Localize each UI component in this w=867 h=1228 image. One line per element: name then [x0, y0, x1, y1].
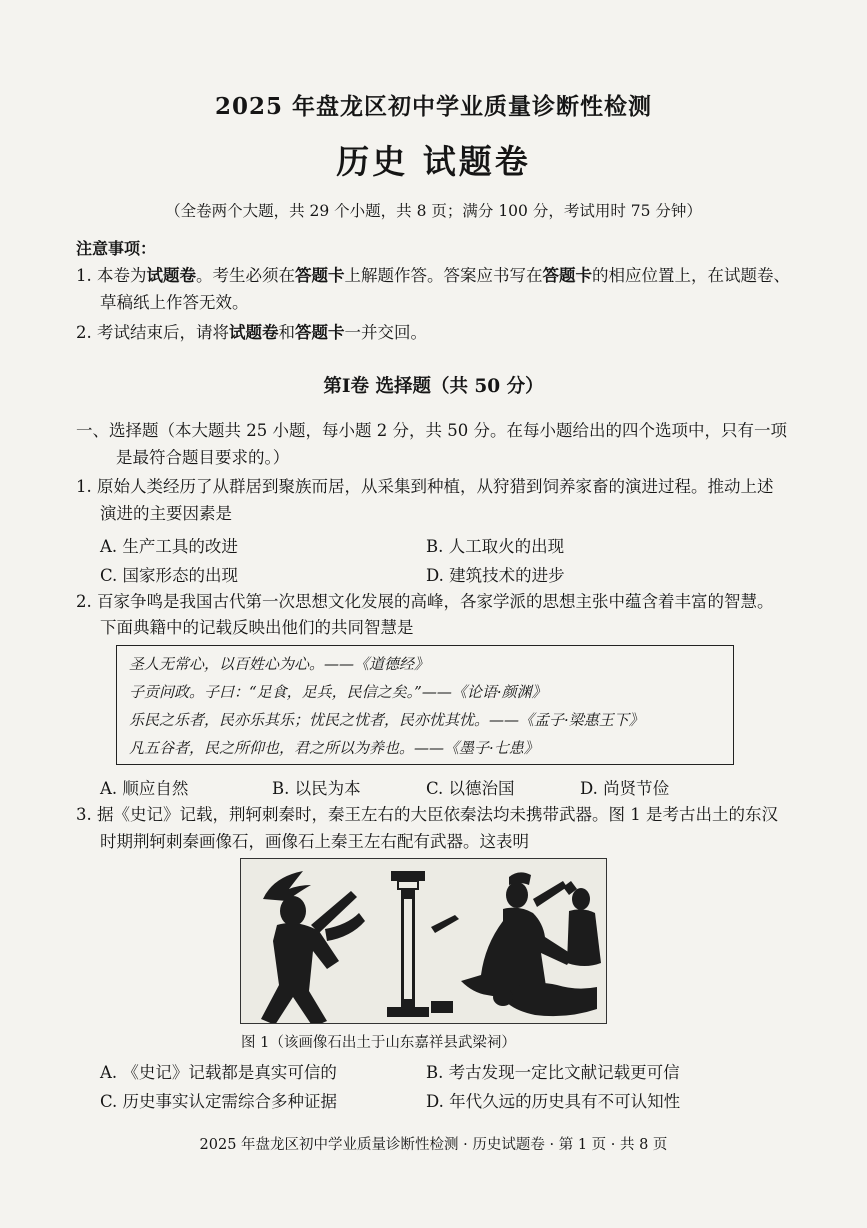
q2-option-a: A. 顺应自然 [100, 779, 189, 798]
notice-text: 的相应位置上，在试题卷、 [592, 266, 790, 285]
question-2-stem-cont: 下面典籍中的记载反映出他们的共同智慧是 [100, 618, 414, 637]
q3-option-d: D. 年代久远的历史具有不可认知性 [426, 1092, 681, 1111]
notice-text: 上解题作答。答案应书写在 [344, 266, 543, 285]
exam-info: （全卷两个大题，共 29 个小题，共 8 页；满分 100 分，考试用时 75 分钟） [165, 202, 702, 220]
question-1-stem: 1. 原始人类经历了从群居到聚族而居，从采集到种植，从狩猎到饲养家畜的演进过程。推动上述 [76, 477, 774, 496]
notice-item-1-cont: 草稿纸上作答无效。 [100, 293, 249, 312]
notice-emphasis: 答题卡 [295, 266, 345, 285]
q3-option-c: C. 历史事实认定需综合多种证据 [100, 1092, 338, 1111]
q1-option-a: A. 生产工具的改进 [100, 537, 238, 556]
q3-option-b: B. 考古发现一定比文献记载更可信 [426, 1063, 680, 1082]
figure-caption: 图 1（该画像石出土于山东嘉祥县武梁祠） [241, 1035, 516, 1051]
notice-text: 1. 本卷为 [76, 266, 147, 285]
question-2-stem: 2. 百家争鸣是我国古代第一次思想文化发展的高峰，各家学派的思想主张中蕴含着丰富的智慧。 [76, 592, 774, 611]
page-footer: 2025 年盘龙区初中学业质量诊断性检测 · 历史试题卷 · 第 1 页 · 共 8 页 [199, 1137, 668, 1153]
notice-emphasis: 试题卷 [229, 323, 279, 342]
notice-emphasis: 答题卡 [295, 323, 345, 342]
notice-text: 和 [278, 323, 295, 342]
q3-option-a: A. 《史记》记载都是真实可信的 [100, 1063, 337, 1082]
q2-option-d: D. 尚贤节俭 [580, 779, 670, 798]
quote-line: 乐民之乐者，民亦乐其乐；忧民之忧者，民亦忧其忧。——《孟子·梁惠王下》 [129, 711, 644, 729]
q1-option-b: B. 人工取火的出现 [426, 537, 565, 556]
section-title: 第Ⅰ卷 选择题（共 50 分） [323, 376, 544, 397]
exam-title: 2025 年盘龙区初中学业质量诊断性检测 [214, 93, 653, 120]
quote-line: 子贡问政。子曰：“足食，足兵，民信之矣。”——《论语·颜渊》 [129, 683, 547, 701]
notice-text: 一并交回。 [344, 323, 427, 342]
q2-option-b: B. 以民为本 [272, 779, 361, 798]
question-3-stem: 3. 据《史记》记载，荆轲刺秦时，秦王左右的大臣依秦法均未携带武器。图 1 是考古出土的东汉 [76, 805, 778, 824]
quote-line: 凡五谷者，民之所仰也，君之所以为养也。——《墨子·七患》 [129, 739, 539, 757]
notice-text: 2. 考试结束后，请将 [76, 323, 229, 342]
q1-option-c: C. 国家形态的出现 [100, 566, 239, 585]
relief-illustration [241, 859, 607, 1024]
quote-box [116, 645, 734, 765]
paper-subtitle: 历史 试题卷 [336, 142, 531, 181]
stone-relief-image [240, 858, 607, 1024]
notice-item-2 [76, 323, 427, 343]
question-3-stem-cont: 时期荆轲刺秦画像石，画像石上秦王左右配有武器。这表明 [100, 832, 529, 851]
q1-option-d: D. 建筑技术的进步 [426, 566, 565, 585]
section-instructions-cont: 是最符合题目要求的。） [116, 448, 290, 467]
question-1-stem-cont: 演进的主要因素是 [100, 504, 232, 523]
quote-line: 圣人无常心，以百姓心为心。——《道德经》 [129, 655, 430, 673]
section-instructions: 一、选择题（本大题共 25 小题，每小题 2 分，共 50 分。在每小题给出的四个选项中，只有一项 [76, 421, 787, 440]
q2-option-c: C. 以德治国 [426, 779, 515, 798]
notice-text: 。考生必须在 [196, 266, 295, 285]
notice-heading: 注意事项： [76, 239, 157, 258]
notice-item-1 [76, 266, 790, 286]
notice-emphasis: 试题卷 [146, 266, 196, 285]
notice-emphasis: 答题卡 [542, 266, 592, 285]
